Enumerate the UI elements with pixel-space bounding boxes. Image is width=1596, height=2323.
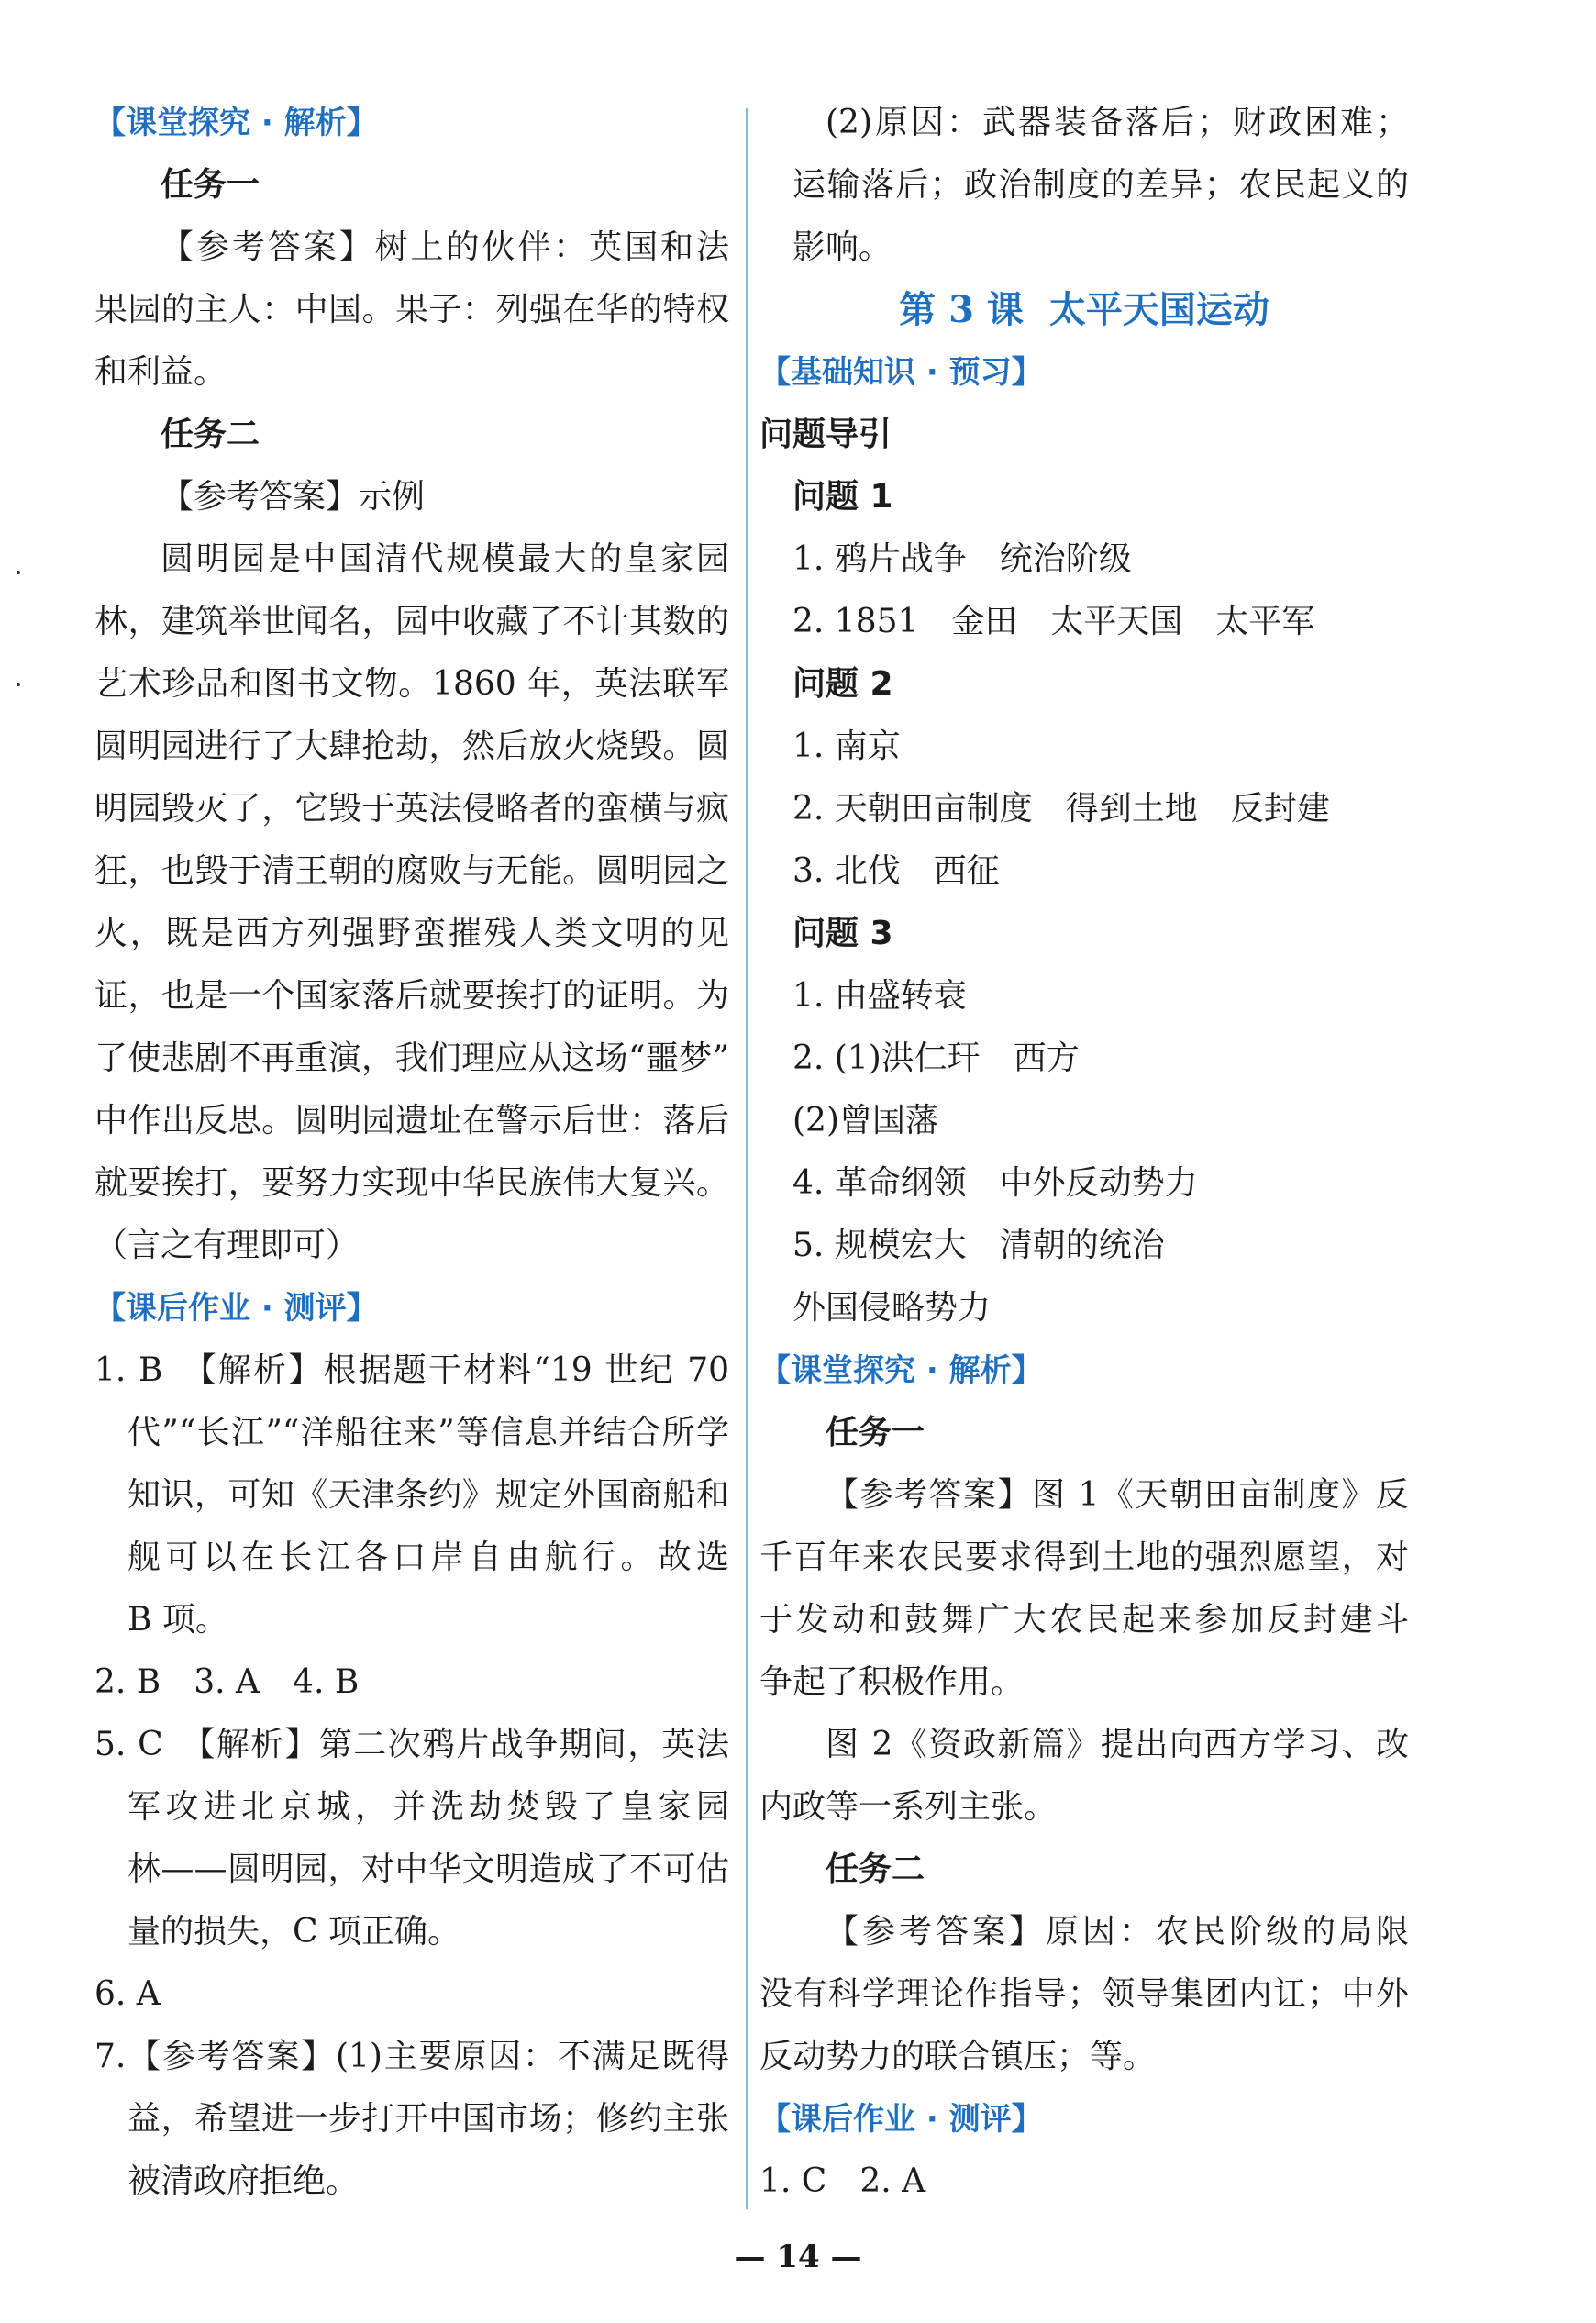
task-two-heading: 任务二 (161, 416, 260, 453)
list-item: 外国侵略势力 (792, 1289, 992, 1327)
paragraph-line: 圆明园进行了大肆抢劫，然后放火烧毁。圆 (94, 728, 729, 765)
lesson-number: 第 3 课 (899, 288, 1024, 331)
continued-answer-line: 影响。 (792, 228, 892, 266)
list-item: (2)曾国藩 (792, 1102, 938, 1139)
question-1-line: 代”“长江”“洋船往来”等信息并结合所学 (127, 1414, 729, 1451)
answer-line: 图 2《资政新篇》提出向西方学习、改 (826, 1726, 1409, 1763)
paragraph-line: 证，也是一个国家落后就要挨打的证明。为 (94, 977, 729, 1015)
answer-line: 争起了积极作用。 (759, 1663, 1025, 1701)
task-one-heading: 任务一 (161, 166, 260, 204)
question-7-line: 益，希望进一步打开中国市场；修约主张 (127, 2100, 729, 2138)
question-1-line: B 项。 (127, 1601, 228, 1639)
section-header-homework: 【课后作业 · 测评】 (759, 2101, 1043, 2138)
question-2-heading: 问题 2 (792, 665, 893, 703)
section-header-basic-knowledge: 【基础知识 · 预习】 (759, 354, 1043, 391)
list-item: 2. (1)洪仁玕 西方 (792, 1039, 1080, 1077)
right-column (759, 92, 1409, 2213)
list-item: 3. 北伐 西征 (792, 852, 1000, 890)
paragraph-line: 火，既是西方列强野蛮摧残人类文明的见 (94, 915, 729, 952)
paragraph-line: （言之有理即可） (94, 1227, 360, 1264)
list-item: 5. 规模宏大 清朝的统治 (792, 1227, 1165, 1264)
list-item: 2. 1851 金田 太平天国 太平军 (792, 603, 1315, 640)
margin-speck (17, 571, 20, 574)
answer-line: 果园的主人：中国。果子：列强在华的特权 (94, 291, 729, 328)
answer-line: 没有科学理论作指导；领导集团内讧；中外 (759, 1975, 1409, 2013)
list-item: 1. 鸦片战争 统治阶级 (792, 540, 1132, 578)
question-1-heading: 问题 1 (792, 478, 893, 516)
answer-line: 千百年来农民要求得到土地的强烈愿望，对 (759, 1539, 1409, 1576)
answer-line: 【参考答案】树上的伙伴：英国和法 (161, 228, 729, 266)
question-1-line: 舰可以在长江各口岸自由航行。故选 (127, 1539, 729, 1576)
question-3-heading: 问题 3 (792, 915, 893, 952)
paragraph-line: 林，建筑举世闻名，园中收藏了不计其数的 (94, 603, 729, 640)
task-two-heading: 任务二 (826, 1851, 925, 1888)
question-5-line: 量的损失，C 项正确。 (127, 1913, 460, 1951)
question-7-line: 7.【参考答案】(1)主要原因：不满足既得 (94, 2038, 729, 2075)
answer-label: 【参考答案】示例 (161, 478, 426, 516)
left-column (94, 92, 729, 2213)
question-5-line: 林——圆明园，对中华文明造成了不可估 (127, 1851, 729, 1888)
question-7-line: 被清政府拒绝。 (127, 2162, 360, 2200)
paragraph-line: 圆明园是中国清代规模最大的皇家园 (161, 540, 729, 578)
question-6-answer: 6. A (94, 1975, 161, 2013)
paragraph-line: 就要挨打，要努力实现中华民族伟大复兴。 (94, 1164, 729, 1202)
answer-line: 反动势力的联合镇压；等。 (759, 2038, 1157, 2075)
question-5-line: 军攻进北京城，并洗劫焚毁了皇家园 (127, 1788, 729, 1826)
paragraph-line: 明园毁灭了，它毁于英法侵略者的蛮横与疯 (94, 790, 729, 828)
homework-answers: 1. C 2. A (759, 2162, 926, 2200)
lesson-title (759, 279, 1409, 341)
list-item: 2. 天朝田亩制度 得到土地 反封建 (792, 790, 1330, 828)
question-1-line: 1. B 【解析】根据题干材料“19 世纪 70 (94, 1351, 729, 1389)
paragraph-line: 艺术珍品和图书文物。1860 年，英法联军 (94, 665, 729, 703)
list-item: 1. 南京 (792, 728, 901, 765)
paragraph-line: 了使悲剧不再重演，我们理应从这场“噩梦” (94, 1039, 729, 1077)
answer-line: 【参考答案】图 1《天朝田亩制度》反 (826, 1476, 1409, 1514)
page-number: — 14 — (734, 2239, 862, 2275)
questions-2-4-answers: 2. B 3. A 4. B (94, 1663, 360, 1701)
paragraph-line: 中作出反思。圆明园遗址在警示后世：落后 (94, 1102, 729, 1139)
column-divider (746, 108, 748, 2209)
list-item: 1. 由盛转衰 (792, 977, 967, 1015)
continued-answer-line: 运输落后；政治制度的差异；农民起义的 (792, 166, 1409, 204)
question-5-line: 5. C 【解析】第二次鸦片战争期间，英法 (94, 1726, 729, 1763)
answer-line: 【参考答案】原因：农民阶级的局限 (826, 1913, 1409, 1951)
section-header-homework: 【课后作业 · 测评】 (94, 1290, 378, 1327)
continued-answer-line: (2)原因：武器装备落后；财政困难； (826, 104, 1409, 141)
question-1-line: 知识，可知《天津条约》规定外国商船和 (127, 1476, 729, 1514)
section-header-class-explore: 【课堂探究 · 解析】 (759, 1352, 1043, 1389)
answer-line: 于发动和鼓舞广大农民起来参加反封建斗 (759, 1601, 1409, 1639)
list-item: 4. 革命纲领 中外反动势力 (792, 1164, 1198, 1202)
task-one-heading: 任务一 (826, 1414, 925, 1451)
lesson-name: 太平天国运动 (1048, 288, 1269, 331)
section-header-class-explore: 【课堂探究 · 解析】 (94, 105, 378, 141)
answer-line: 内政等一系列主张。 (759, 1788, 1058, 1826)
question-guide-heading: 问题导引 (759, 416, 892, 453)
paragraph-line: 狂，也毁于清王朝的腐败与无能。圆明园之 (94, 852, 729, 890)
answer-line: 和利益。 (94, 353, 227, 391)
margin-speck (17, 683, 20, 686)
